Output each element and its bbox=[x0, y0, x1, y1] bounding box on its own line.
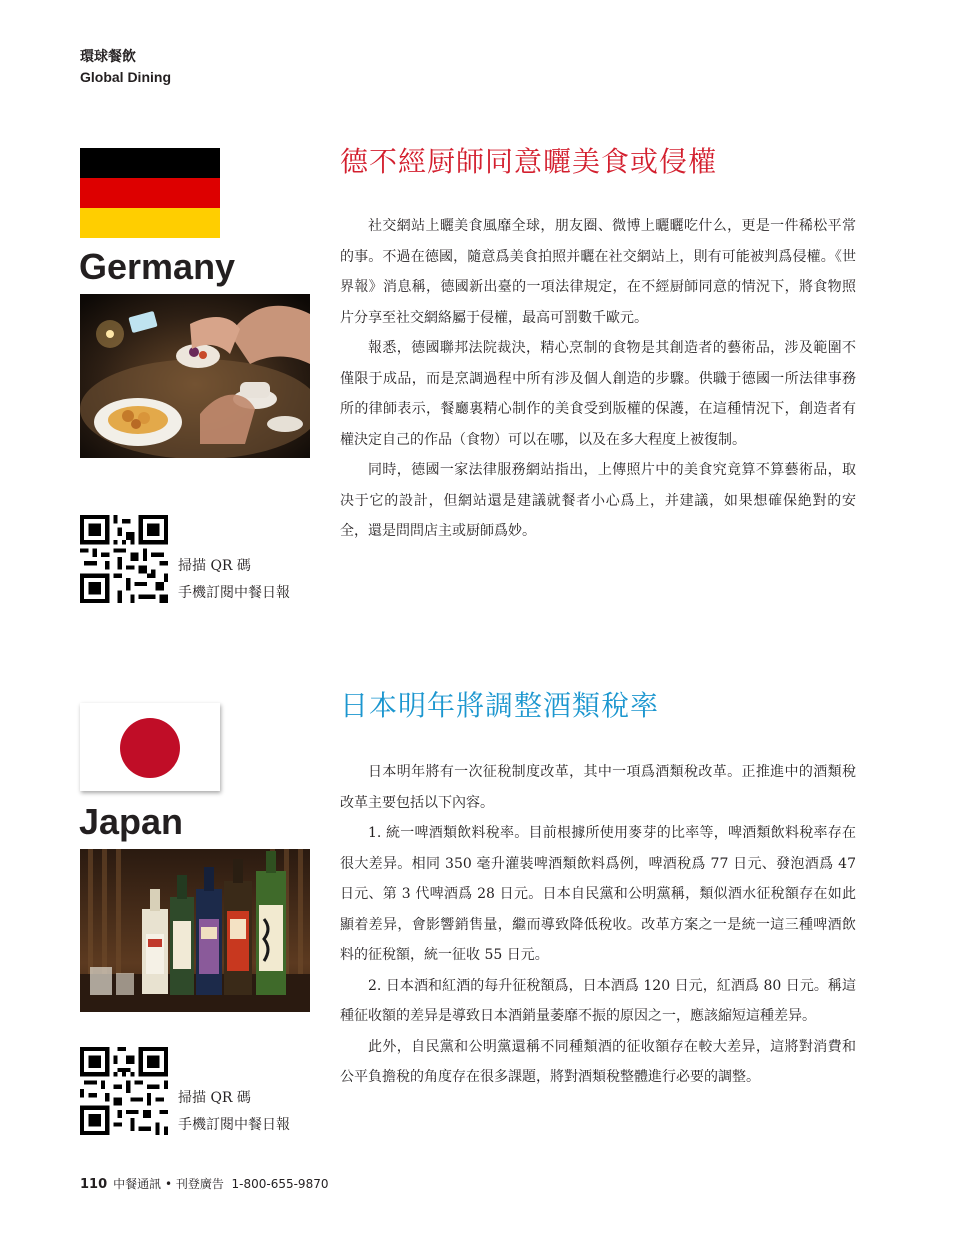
japan-country-label: Japan bbox=[79, 801, 184, 842]
germany-flag bbox=[80, 148, 220, 238]
germany-article-body bbox=[340, 211, 856, 547]
article-paragraph: 報悉，德國聯邦法院裁決，精心烹制的食物是其創造者的藝術品，涉及範圍不僅限于成品，而是烹調過程中所有涉及個人創造的步驟。供職于德國一所法律事務所的律師表示，餐廳裏精心制作的美食受到版權的保護，在這種情況下，創造者有權決定自己的作品（食物）可以在哪，以及在多大程度上被復制。 bbox=[340, 340, 856, 448]
page-footer bbox=[80, 1176, 328, 1193]
article-paragraph: 2. 日本酒和紅酒的每升征稅額爲，日本酒爲 120 日元，紅酒爲 80 日元。稱這種征收額的差异是導致日本酒銷量萎靡不振的原因之一，應該縮短這種差异。 bbox=[340, 977, 856, 1024]
page-number: 110 bbox=[80, 1177, 108, 1192]
article-paragraph: 日本明年將有一次征稅制度改革，其中一項爲酒類稅改革。正推進中的酒類稅改革主要包括以下內容。 bbox=[340, 764, 856, 811]
japan-article-body bbox=[340, 757, 856, 1093]
article-paragraph: 同時，德國一家法律服務網站指出，上傳照片中的美食究竟算不算藝術品，取决于它的設計，但網站還是建議就餐者小心爲上，并建議，如果想確保絶對的安全，還是問問店主或厨師爲妙。 bbox=[340, 462, 856, 539]
germany-qr-caption-2: 手機訂閱中餐日報 bbox=[178, 585, 290, 601]
japan-flag-sun bbox=[120, 718, 180, 778]
japan-flag bbox=[80, 703, 220, 791]
japan-qr-code[interactable] bbox=[80, 1047, 168, 1135]
sake-bottles-photo bbox=[80, 849, 310, 1012]
article-paragraph: 社交網站上曬美食風靡全球，朋友圈、微博上曬曬吃什么，更是一件稀松平常的事。不過在德國，隨意爲美食拍照并曬在社交網站上，則有可能被判爲侵權。《世界報》消息稱，德國新出臺的一項法律規定，在不經厨師同意的情況下，將食物照片分享至社交網絡屬于侵權，最高可罰數千歐元。 bbox=[340, 218, 856, 326]
germany-headline: 德不經厨師同意曬美食或侵權 bbox=[340, 145, 718, 178]
footer-phone: 1-800-655-9870 bbox=[231, 1177, 329, 1191]
germany-country-label: Germany bbox=[79, 246, 236, 287]
japan-qr-caption-1: 掃描 QR 碼 bbox=[178, 1090, 251, 1106]
germany-qr-code[interactable] bbox=[80, 515, 168, 603]
article-paragraph: 1. 統一啤酒類飲料稅率。目前根據所使用麥芽的比率等，啤酒類飲料稅率存在很大差异。相同 350 毫升灌裝啤酒類飲料爲例，啤酒稅爲 77 日元、發泡酒爲 47 日元、第 3 代啤酒爲 28 日元。日本自民黨和公明黨稱，類似酒水征稅額存在如此顯着差异，會影響銷售量，繼而導致降低稅收。改革方案之一是統一這三種啤酒飲料的征稅額，統一征收 55 日元。 bbox=[340, 825, 856, 963]
japan-headline: 日本明年將調整酒類稅率 bbox=[340, 689, 660, 722]
germany-qr-caption-1: 掃描 QR 碼 bbox=[178, 558, 251, 574]
japan-qr-caption-2: 手機訂閱中餐日報 bbox=[178, 1117, 290, 1133]
footer-text: 中餐通訊 • 刊登廣告 bbox=[113, 1177, 224, 1191]
section-title-en: Global Dining bbox=[80, 69, 171, 85]
article-paragraph: 此外，自民黨和公明黨還稱不同種類酒的征收額存在較大差异，這將對消費和公平負擔稅的角度存在很多課題，將對酒類稅整體進行必要的調整。 bbox=[340, 1038, 856, 1085]
section-title-zh: 環球餐飲 bbox=[80, 49, 136, 65]
food-photography-photo bbox=[80, 294, 310, 458]
